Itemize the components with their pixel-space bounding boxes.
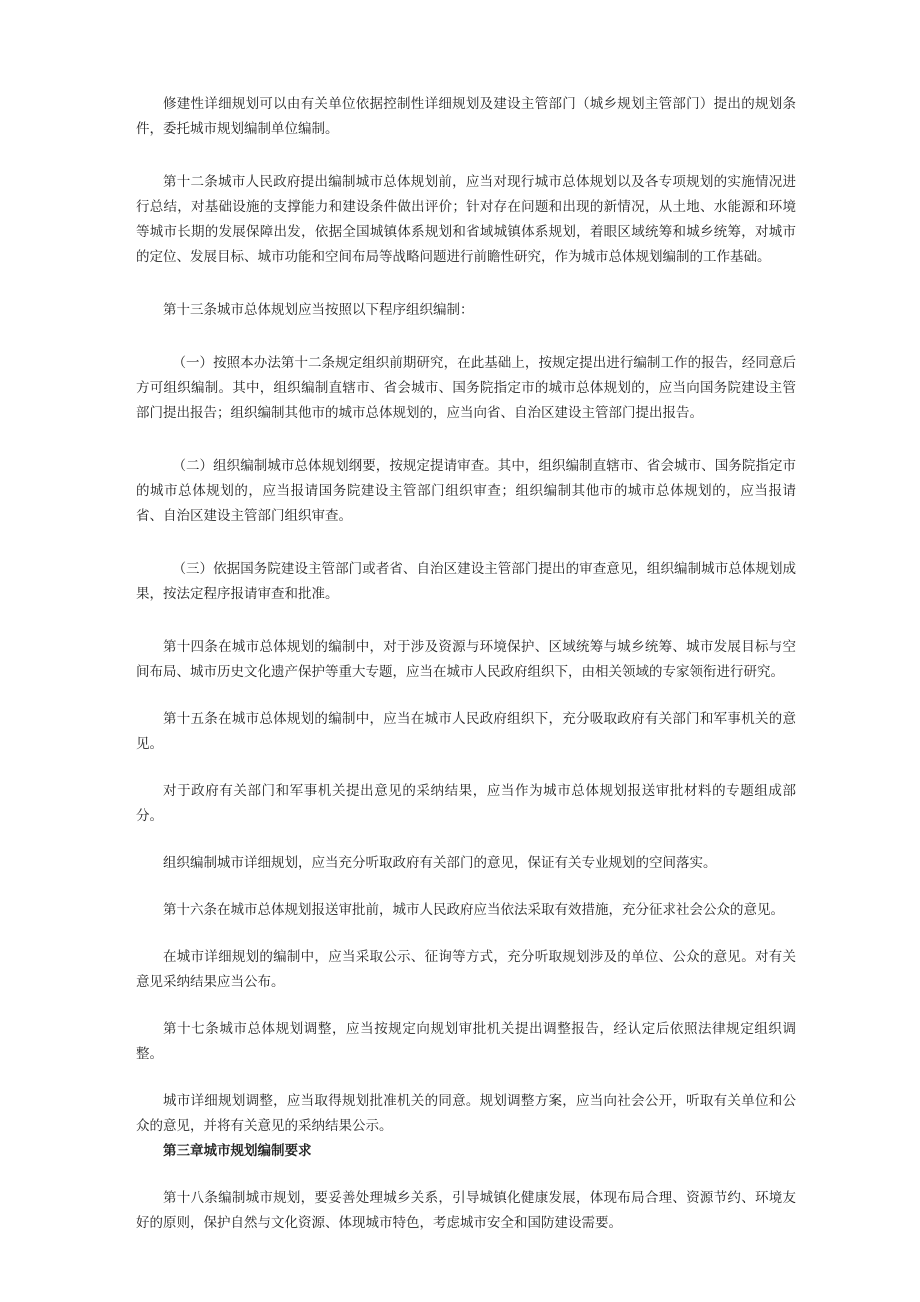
paragraph-public-opinion: 在城市详细规划的编制中，应当采取公示、征询等方式，充分听取规划涉及的单位、公众的意见。对有关意见采纳结果应当公布。 [136,949,796,990]
paragraph-article-15: 第十五条在城市总体规划的编制中，应当在城市人民政府组织下，充分吸取政府有关部门和军事机关的意见。 [136,711,796,752]
document-body [136,92,796,1236]
paragraph-article-18: 第十八条编制城市规划，要妥善处理城乡关系，引导城镇化健康发展，体现布局合理、资源节约、环境友好的原则，保护自然与文化资源、体现城市特色，考虑城市安全和国防建设需要。 [136,1190,796,1231]
chapter-heading: 第三章城市规划编制要求 [163,1143,312,1159]
paragraph-article-16: 第十六条在城市总体规划报送审批前，城市人民政府应当依法采取有效措施，充分征求社会公众的意见。 [163,902,784,918]
paragraph-article-14: 第十四条在城市总体规划的编制中，对于涉及资源与环境保护、区域统筹与城乡统筹、城市发展目标与空间布局、城市历史文化遗产保护等重大专题，应当在城市人民政府组织下，由相关领域的专家领衔进行研究。 [136,639,796,680]
paragraph-military-opinions: 对于政府有关部门和军事机关提出意见的采纳结果，应当作为城市总体规划报送审批材料的专题组成部分。 [136,783,796,824]
paragraph-article-17: 第十七条城市总体规划调整，应当按规定向规划审批机关提出调整报告，经认定后依照法律规定组织调整。 [136,1021,796,1062]
paragraph-article-13: 第十三条城市总体规划应当按照以下程序组织编制： [163,302,474,318]
paragraph-detailed-plan: 修建性详细规划可以由有关单位依据控制性详细规划及建设主管部门（城乡规划主管部门）提出的规划条件，委托城市规划编制单位编制。 [136,96,796,137]
paragraph-item-3: （三）依据国务院建设主管部门或者省、自治区建设主管部门提出的审查意见，组织编制城市总体规划成果，按法定程序报请审查和批准。 [136,561,796,602]
paragraph-detailed-plan-opinions: 组织编制城市详细规划，应当充分听取政府有关部门的意见，保证有关专业规划的空间落实。 [163,855,717,871]
paragraph-article-12: 第十二条城市人民政府提出编制城市总体规划前，应当对现行城市总体规划以及各专项规划的实施情况进行总结，对基础设施的支撑能力和建设条件做出评价；针对存在问题和出现的新情况，从土地、水能源和环境等城市长期的发展保障出发，依据全国城镇体系规划和省域城镇体系规划，着眼区域统筹和城乡统筹，对城市的定位、发展目标、城市功能和空间布局等战略问题进行前瞻性研究，作为城市总体规划编制的工作基础。 [136,174,796,265]
paragraph-item-1: （一）按照本办法第十二条规定组织前期研究，在此基础上，按规定提出进行编制工作的报告，经同意后方可组织编制。其中，组织编制直辖市、省会城市、国务院指定市的城市总体规划的，应当向国务院建设主管部门提出报告；组织编制其他市的城市总体规划的，应当向省、自治区建设主管部门提出报告。 [136,355,796,421]
paragraph-item-2: （二）组织编制城市总体规划纲要，按规定提请审查。其中，组织编制直辖市、省会城市、国务院指定市的城市总体规划的，应当报请国务院建设主管部门组织审查；组织编制其他市的城市总体规划的，应当报请省、自治区建设主管部门组织审查。 [136,458,796,524]
paragraph-detailed-adjustment: 城市详细规划调整，应当取得规划批准机关的同意。规划调整方案，应当向社会公开，听取有关单位和公众的意见，并将有关意见的采纳结果公示。 [136,1093,796,1134]
